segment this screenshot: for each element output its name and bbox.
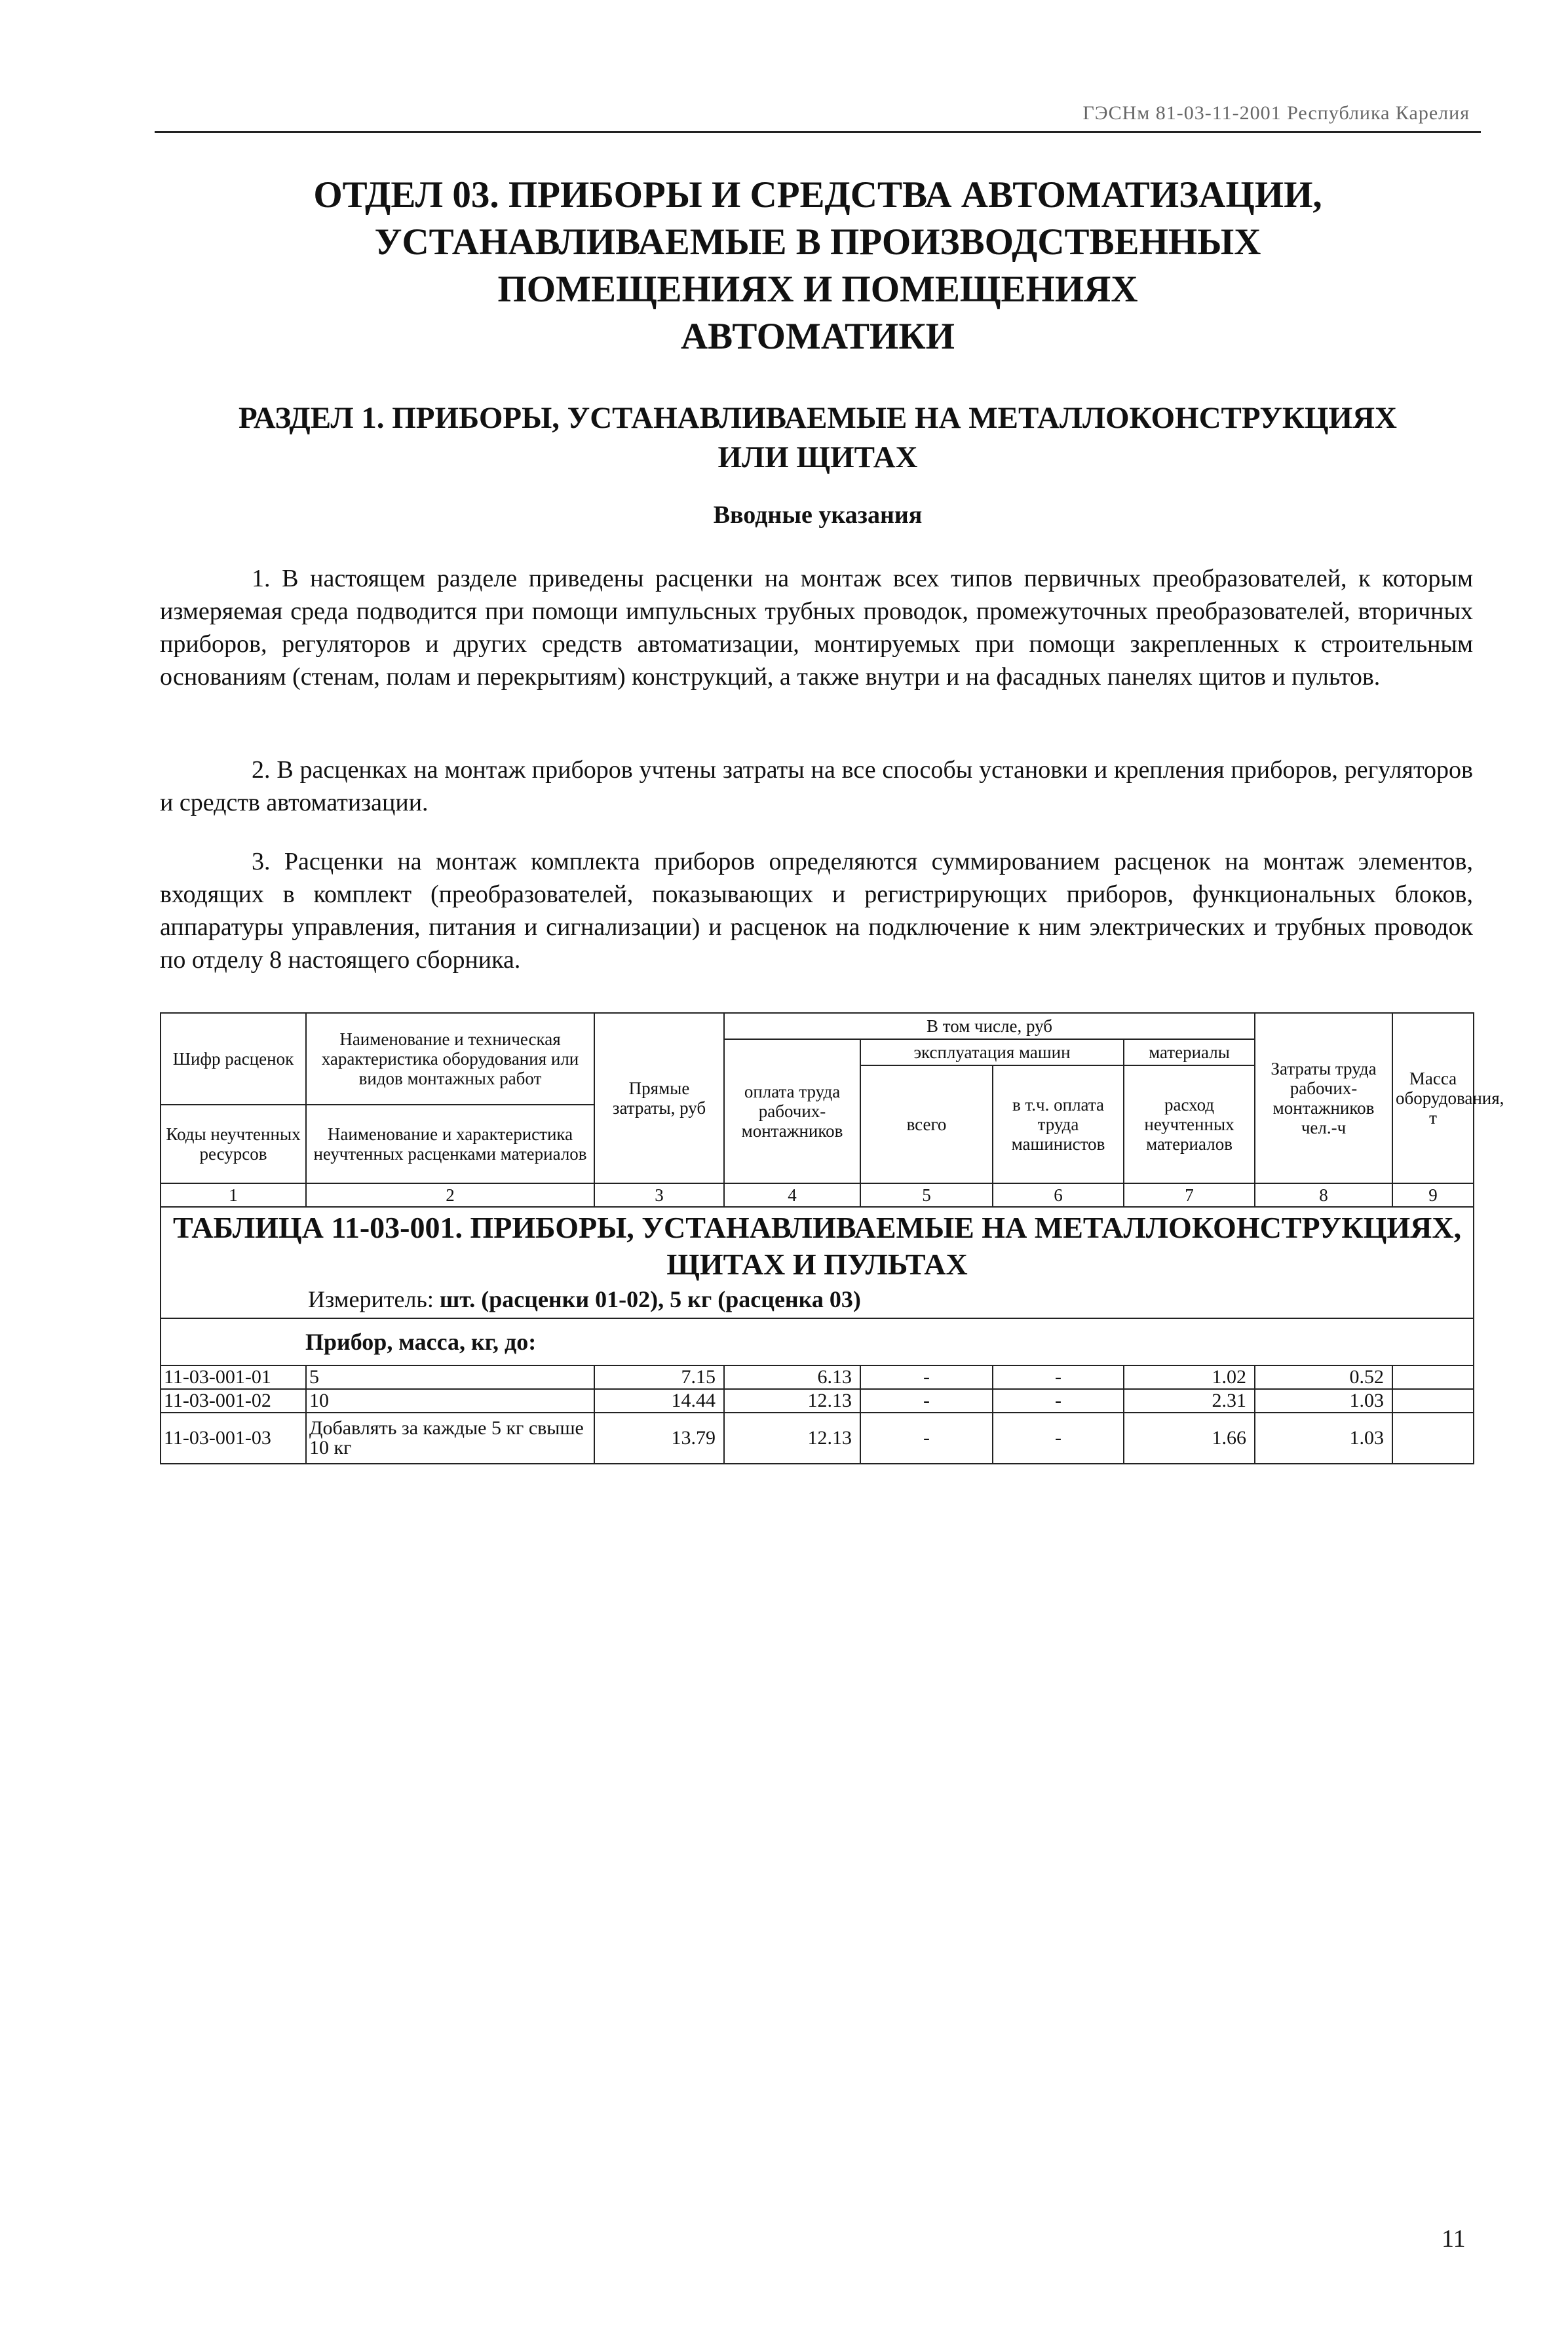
machinist-wage: - [993, 1365, 1124, 1389]
header-resource-codes: Коды неучтенных ресурсов [161, 1105, 306, 1183]
column-number: 6 [993, 1183, 1124, 1207]
measure-value: шт. (расценки 01-02), 5 кг (расценка 03) [439, 1286, 861, 1312]
intro-paragraph-1: 1. В настоящем разделе приведены расценки на монтаж всех типов первичных преобразователей, к которым измеряемая среда подводится при помощи импульсных трубных проводок, промежуточных преобразователей, вторичных приборов, регуляторов и других средств автоматизации, монтируемых при помощи закрепленных к строительным основаниям (стенам, полам и перекрытиям) конструкций, а также внутри и на фасадных панелях щитов и пультов. [160, 565, 1473, 691]
direct-costs: 13.79 [594, 1413, 724, 1464]
rate-name: Добавлять за каждые 5 кг свыше 10 кг [306, 1413, 594, 1464]
column-numbers-row [161, 1183, 1474, 1207]
machinist-wage: - [993, 1389, 1124, 1413]
measure-label: Измеритель: [308, 1286, 440, 1312]
intro-paragraph-2: 2. В расценках на монтаж приборов учтены затраты на все способы установки и крепления приборов, регуляторов и средств автоматизации. [160, 756, 1473, 816]
materials: 2.31 [1124, 1389, 1255, 1413]
equipment-mass [1392, 1389, 1474, 1413]
table-measure [164, 1283, 1470, 1316]
labor-costs: 0.52 [1255, 1365, 1392, 1389]
equipment-mass [1392, 1413, 1474, 1464]
header-direct-costs: Прямые затраты, руб [594, 1013, 724, 1183]
header-resource-names: Наименование и характеристика неучтенных расценками материалов [306, 1105, 594, 1183]
header-code: Шифр расценок [161, 1013, 306, 1105]
section-title-line: ИЛИ ЩИТАХ [717, 440, 918, 474]
machinist-wage: - [993, 1413, 1124, 1464]
header-rule [155, 131, 1481, 133]
machine-total: - [860, 1365, 993, 1389]
table-row [161, 1389, 1474, 1413]
rate-name: 10 [306, 1389, 594, 1413]
table-row [161, 1365, 1474, 1389]
column-number: 4 [724, 1183, 860, 1207]
table-row [161, 1413, 1474, 1464]
column-number: 9 [1392, 1183, 1474, 1207]
section-title-line: РАЗДЕЛ 1. ПРИБОРЫ, УСТАНАВЛИВАЕМЫЕ НА МЕТАЛЛОКОНСТРУКЦИЯХ [239, 401, 1397, 435]
worker-wage: 12.13 [724, 1389, 860, 1413]
direct-costs: 7.15 [594, 1365, 724, 1389]
table-title [164, 1210, 1470, 1283]
chapter-title-line: УСТАНАВЛИВАЕМЫЕ В ПРОИЗВОДСТВЕННЫХ [374, 221, 1261, 263]
header-machinist-wage: в т.ч. оплата труда машинистов [993, 1065, 1124, 1183]
header-worker-wage: оплата труда рабочих-монтажников [724, 1039, 860, 1183]
column-number: 5 [860, 1183, 993, 1207]
machine-total: - [860, 1389, 993, 1413]
table-title-line: ЩИТАХ И ПУЛЬТАХ [666, 1248, 968, 1281]
column-number: 7 [1124, 1183, 1255, 1207]
table-title-block [161, 1207, 1474, 1318]
header-including: В том числе, руб [724, 1013, 1255, 1039]
rate-code: 11-03-001-01 [161, 1365, 306, 1389]
chapter-title [155, 172, 1481, 360]
machine-total: - [860, 1413, 993, 1464]
page-number: 11 [1442, 2225, 1466, 2253]
column-number: 1 [161, 1183, 306, 1207]
table-title-line: ТАБЛИЦА 11-03-001. ПРИБОРЫ, УСТАНАВЛИВАЕМЫЕ НА МЕТАЛЛОКОНСТРУКЦИЯХ, [172, 1211, 1462, 1244]
materials: 1.02 [1124, 1365, 1255, 1389]
worker-wage: 12.13 [724, 1413, 860, 1464]
rate-code: 11-03-001-03 [161, 1413, 306, 1464]
header-material-consumption: расход неучтенных материалов [1124, 1065, 1255, 1183]
direct-costs: 14.44 [594, 1389, 724, 1413]
rate-code: 11-03-001-02 [161, 1389, 306, 1413]
chapter-title-line: АВТОМАТИКИ [680, 316, 955, 357]
rates-table [160, 1012, 1504, 1464]
intro-heading: Вводные указания [713, 501, 923, 529]
running-head: ГЭСНм 81-03-11-2001 Республика Карелия [1082, 102, 1470, 124]
header-materials: материалы [1124, 1039, 1255, 1065]
equipment-mass [1392, 1365, 1474, 1389]
section-title [155, 398, 1481, 477]
labor-costs: 1.03 [1255, 1389, 1392, 1413]
rate-name: 5 [306, 1365, 594, 1389]
labor-costs: 1.03 [1255, 1413, 1392, 1464]
worker-wage: 6.13 [724, 1365, 860, 1389]
header-equipment-mass: Масса оборудования, т [1392, 1013, 1474, 1183]
chapter-title-line: ОТДЕЛ 03. ПРИБОРЫ И СРЕДСТВА АВТОМАТИЗАЦИИ, [313, 174, 1322, 216]
group-heading: Прибор, масса, кг, до: [161, 1318, 1474, 1365]
chapter-title-line: ПОМЕЩЕНИЯХ И ПОМЕЩЕНИЯХ [497, 269, 1138, 310]
column-number: 3 [594, 1183, 724, 1207]
column-number: 8 [1255, 1183, 1392, 1207]
header-labor-costs: Затраты труда рабочих-монтажников чел.-ч [1255, 1013, 1392, 1183]
intro-paragraph-3: 3. Расценки на монтаж комплекта приборов определяются суммированием расценок на монтаж элементов, входящих в комплект (преобразователей, показывающих и регистрирующих приборов, функциональных блоков, аппаратуры управления, питания и сигнализации) и расценок на подключение к ним электрических и трубных проводок по отделу 8 настоящего сборника. [160, 848, 1473, 974]
materials: 1.66 [1124, 1413, 1255, 1464]
header-machine-total: всего [860, 1065, 993, 1183]
column-number: 2 [306, 1183, 594, 1207]
header-machine-operation: эксплуатация машин [860, 1039, 1124, 1065]
header-name: Наименование и техническая характеристика оборудования или видов монтажных работ [306, 1013, 594, 1105]
